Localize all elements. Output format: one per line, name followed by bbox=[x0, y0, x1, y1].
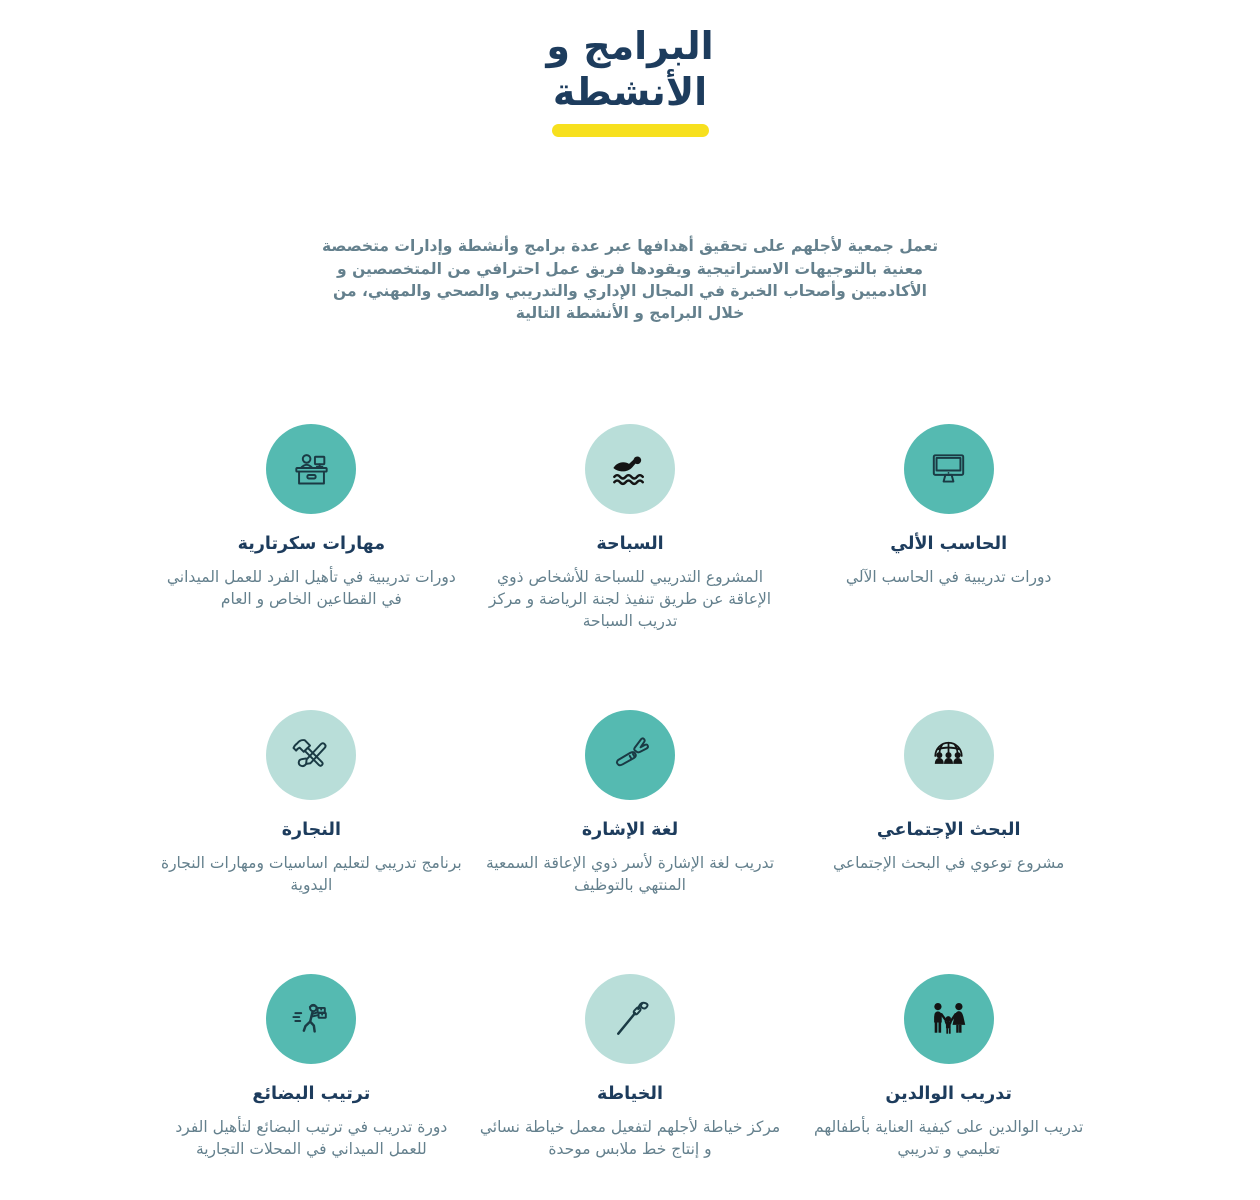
program-icon-circle bbox=[266, 710, 356, 800]
program-card-social-research bbox=[792, 710, 1105, 896]
stock-arrangement-icon bbox=[288, 996, 335, 1043]
program-card-sign-language bbox=[474, 710, 787, 896]
program-title: الحاسب الألي bbox=[890, 534, 1008, 555]
carpentry-tools-icon bbox=[288, 732, 335, 779]
program-icon-circle bbox=[585, 424, 675, 514]
program-icon-circle bbox=[904, 710, 994, 800]
social-research-icon bbox=[925, 732, 972, 779]
program-title: الخياطة bbox=[597, 1084, 663, 1105]
program-title: ترتيب البضائع bbox=[252, 1084, 371, 1105]
program-card-carpentry bbox=[155, 710, 468, 896]
program-card-swimming bbox=[474, 424, 787, 632]
program-icon-circle bbox=[266, 424, 356, 514]
program-icon-circle bbox=[585, 974, 675, 1064]
program-card-sewing bbox=[474, 974, 787, 1160]
sign-language-icon bbox=[607, 732, 654, 779]
program-description: مركز خياطة لأجلهم لتفعيل معمل خياطة نسائي و إنتاج خط ملابس موحدة bbox=[479, 1118, 781, 1159]
program-description: المشروع التدريبي للسباحة للأشخاص ذوي الإعاقة عن طريق تنفيذ لجنة الرياضة و مركز تدريب السباحة bbox=[488, 568, 772, 631]
program-icon-circle bbox=[904, 424, 994, 514]
program-title: النجارة bbox=[281, 820, 341, 841]
title-underline bbox=[552, 124, 709, 137]
program-description: برنامج تدريبي لتعليم اساسيات ومهارات النجارة اليدوية bbox=[160, 854, 462, 895]
program-icon-circle bbox=[266, 974, 356, 1064]
program-card-parents-training bbox=[792, 974, 1105, 1160]
programs-grid bbox=[155, 424, 1105, 1160]
program-icon-circle bbox=[585, 710, 675, 800]
program-title: السباحة bbox=[596, 534, 664, 555]
program-title: تدريب الوالدين bbox=[885, 1084, 1012, 1105]
program-description: تدريب الوالدين على كيفية العناية بأطفالهم تعليمي و تدريبي bbox=[814, 1118, 1084, 1159]
program-title: لغة الإشارة bbox=[581, 820, 679, 841]
program-title: البحث الإجتماعي bbox=[876, 820, 1021, 841]
program-description: تدريب لغة الإشارة لأسر ذوي الإعاقة السمعية المنتهي بالتوظيف bbox=[486, 854, 775, 895]
program-title: مهارات سكرتارية bbox=[237, 534, 386, 555]
sewing-needle-icon bbox=[607, 996, 654, 1043]
program-description: دورات تدريبية في تأهيل الفرد للعمل الميداني في القطاعين الخاص و العام bbox=[166, 568, 456, 609]
program-description: دورات تدريبية في الحاسب الآلي bbox=[845, 568, 1052, 587]
program-card-stock-arrangement bbox=[155, 974, 468, 1160]
page-header bbox=[0, 0, 1260, 137]
computer-monitor-icon bbox=[925, 446, 972, 493]
program-card-computer bbox=[792, 424, 1105, 632]
page-title bbox=[0, 24, 1260, 115]
program-card-secretarial bbox=[155, 424, 468, 632]
family-icon bbox=[925, 996, 972, 1043]
intro-text: تعمل جمعية لأجلهم على تحقيق أهدافها عبر عدة برامج وأنشطة وإدارات متخصصة معنية بالتوجيهات الاستراتيجية ويقودها فريق عمل احترافي من المتخصصين و الأكادميين وأصحاب الخبرة في المجال الإداري والتدريبي والصحي والمهني، من خلال البرامج و الأنشطة التالية bbox=[321, 237, 939, 323]
program-description: دورة تدريب في ترتيب البضائع لتأهيل الفرد للعمل الميداني في المحلات التجارية bbox=[175, 1118, 448, 1159]
swimmer-icon bbox=[607, 446, 654, 493]
program-icon-circle bbox=[904, 974, 994, 1064]
program-description: مشروع توعوي في البحث الإجتماعي bbox=[832, 854, 1065, 873]
page-title-line2: الأنشطة bbox=[552, 69, 708, 114]
secretary-desk-icon bbox=[288, 446, 335, 493]
page-title-line1: البرامج و bbox=[546, 24, 714, 68]
